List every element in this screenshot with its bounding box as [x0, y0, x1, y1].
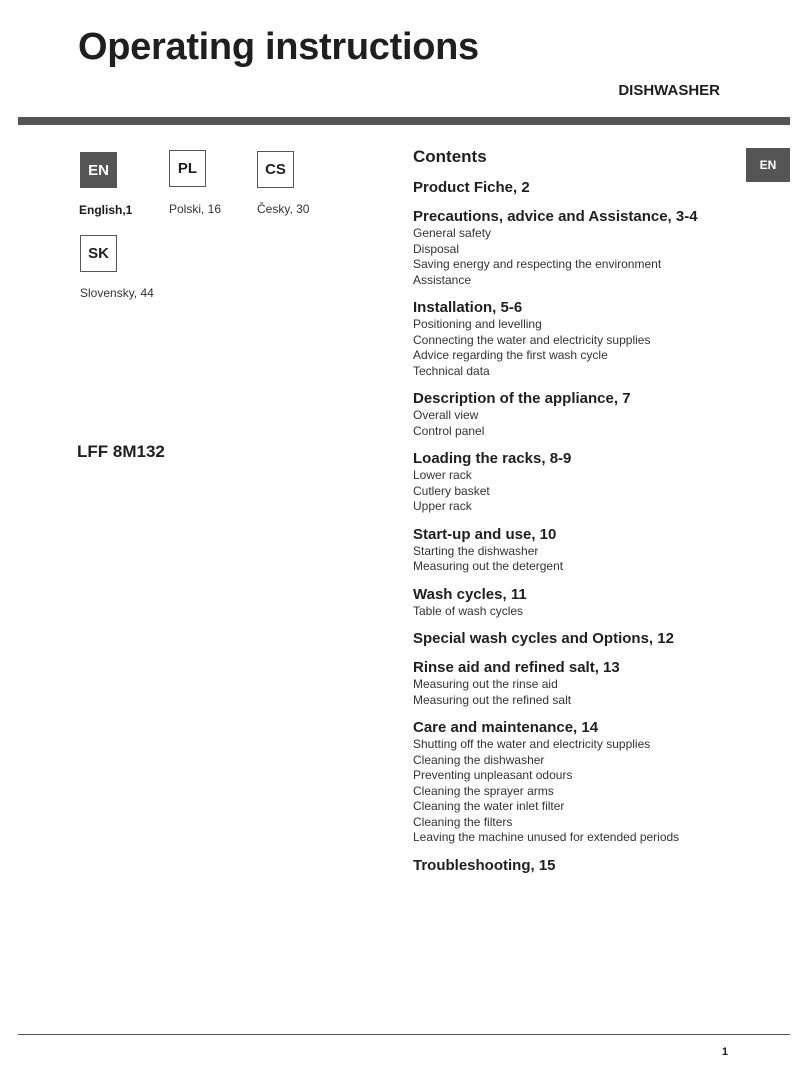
toc-section-title[interactable]: Care and maintenance, 14: [413, 719, 599, 736]
toc-section: [413, 586, 743, 620]
toc-item[interactable]: Upper rack: [413, 499, 472, 513]
toc-item[interactable]: Starting the dishwasher: [413, 543, 539, 558]
toc-item[interactable]: Shutting off the water and electricity supplies: [413, 737, 651, 751]
toc-item[interactable]: Positioning and levelling: [413, 317, 542, 331]
toc-item[interactable]: Cleaning the dishwasher: [413, 752, 545, 767]
toc-section: [413, 208, 743, 288]
toc-section-title[interactable]: Troubleshooting, 15: [413, 856, 556, 874]
toc-item[interactable]: Disposal: [413, 241, 460, 256]
toc-section-title[interactable]: Product Fiche, 2: [413, 179, 530, 196]
toc-section-title[interactable]: Loading the racks, 8-9: [413, 450, 572, 467]
header-divider: [18, 117, 790, 125]
toc-section: [413, 179, 743, 197]
toc-section-title[interactable]: Installation, 5-6: [413, 299, 523, 316]
toc-item[interactable]: Technical data: [413, 363, 490, 378]
page-number: 1: [721, 1046, 728, 1058]
toc-section-title[interactable]: Precautions, advice and Assistance, 3-4: [413, 208, 698, 225]
toc-section: [413, 526, 743, 575]
language-code: SK: [88, 245, 109, 262]
toc-section: [413, 299, 743, 379]
language-label-sk[interactable]: Slovensky, 44: [80, 286, 154, 300]
toc-section-title[interactable]: Rinse aid and refined salt, 13: [413, 659, 620, 676]
toc-section: [413, 659, 743, 708]
toc-item[interactable]: Overall view: [413, 408, 479, 422]
product-type: DISHWASHER: [618, 82, 720, 99]
side-language-tab: EN: [746, 148, 790, 182]
language-label-en[interactable]: English,1: [79, 203, 133, 217]
toc-item[interactable]: Assistance: [413, 272, 472, 287]
language-box-sk[interactable]: [80, 235, 117, 272]
toc-item[interactable]: Measuring out the refined salt: [413, 692, 572, 707]
toc-item[interactable]: Cleaning the water inlet filter: [413, 799, 565, 813]
toc-item[interactable]: General safety: [413, 226, 492, 240]
toc-item[interactable]: Preventing unpleasant odours: [413, 768, 573, 782]
language-box-en[interactable]: [80, 152, 117, 188]
toc-section: [413, 390, 743, 439]
toc-item[interactable]: Connecting the water and electricity supplies: [413, 332, 651, 347]
toc-section-title[interactable]: Wash cycles, 11: [413, 585, 527, 603]
toc-section: [413, 630, 743, 648]
toc-section-title[interactable]: Special wash cycles and Options, 12: [413, 630, 674, 647]
toc-section: [413, 857, 743, 875]
toc-item[interactable]: Cutlery basket: [413, 483, 490, 498]
toc-item[interactable]: Lower rack: [413, 468, 472, 482]
language-label-pl[interactable]: Polski, 16: [169, 202, 222, 216]
toc-item[interactable]: Control panel: [413, 423, 485, 438]
toc-section: [413, 450, 743, 515]
toc-section-title[interactable]: Description of the appliance, 7: [413, 390, 631, 407]
toc-item[interactable]: Advice regarding the first wash cycle: [413, 348, 608, 362]
toc-section: [413, 719, 743, 846]
model-number: LFF 8M132: [77, 442, 165, 461]
toc-item[interactable]: Table of wash cycles: [413, 603, 524, 618]
contents-title: Contents: [413, 147, 487, 166]
language-code: EN: [88, 161, 109, 179]
toc-item[interactable]: Cleaning the sprayer arms: [413, 783, 554, 798]
language-label-cs[interactable]: Česky, 30: [257, 202, 310, 216]
table-of-contents: [413, 147, 743, 886]
toc-item[interactable]: Cleaning the filters: [413, 814, 513, 829]
toc-item[interactable]: Measuring out the rinse aid: [413, 677, 558, 691]
footer-divider: [18, 1034, 790, 1035]
toc-item[interactable]: Measuring out the detergent: [413, 559, 564, 573]
language-box-pl[interactable]: [169, 150, 206, 187]
toc-item[interactable]: Leaving the machine unused for extended periods: [413, 830, 680, 844]
toc-section-title[interactable]: Start-up and use, 10: [413, 525, 557, 543]
language-code: PL: [177, 160, 198, 177]
language-box-cs[interactable]: [257, 151, 294, 188]
language-code: CS: [265, 161, 286, 178]
toc-item[interactable]: Saving energy and respecting the environment: [413, 257, 662, 271]
page-title: Operating instructions: [78, 26, 479, 68]
